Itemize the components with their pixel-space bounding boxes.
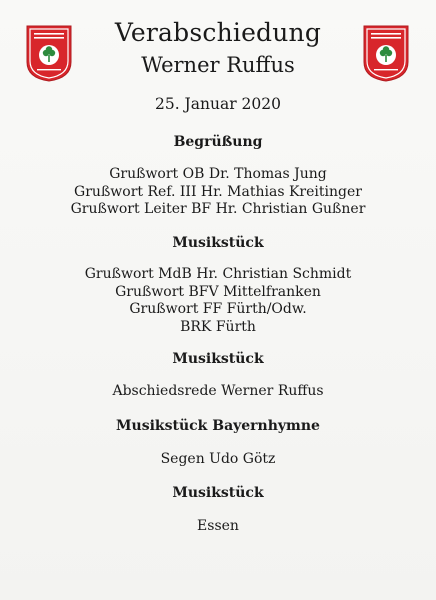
event-date: 25. Januar 2020: [154, 95, 282, 113]
program-item: Grußwort Leiter BF Hr. Christian Gußner: [70, 201, 366, 217]
program-item: Abschiedsrede Werner Ruffus: [112, 383, 324, 399]
program-item: BRK Fürth: [180, 318, 256, 335]
program-item: Grußwort MdB Hr. Christian Schmidt: [84, 266, 352, 282]
section-heading-music-2: Musikstück: [172, 351, 264, 367]
program-item: Essen: [197, 518, 239, 534]
blessing: [0, 451, 436, 469]
farewell-speech: [0, 383, 436, 401]
page-title: Verabschiedung: [114, 18, 322, 47]
program-item: Grußwort OB Dr. Thomas Jung: [109, 166, 327, 182]
page-subtitle: Werner Ruffus: [141, 53, 295, 77]
program-item: Segen Udo Götz: [160, 451, 276, 467]
section-heading-anthem: Musikstück Bayernhymne: [116, 418, 320, 434]
section-heading-music-3: Musikstück: [172, 485, 264, 501]
program-item: Grußwort FF Fürth/Odw.: [129, 301, 307, 317]
program-item: Grußwort Ref. III Hr. Mathias Kreitinger: [74, 183, 362, 200]
dinner: [0, 518, 436, 536]
section-heading-music-1: Musikstück: [172, 235, 264, 251]
section-heading-greeting: Begrüßung: [173, 134, 263, 150]
speech-list-1: [0, 166, 436, 219]
program-item: Grußwort BFV Mittelfranken: [115, 283, 321, 300]
speech-list-2: [0, 266, 436, 336]
